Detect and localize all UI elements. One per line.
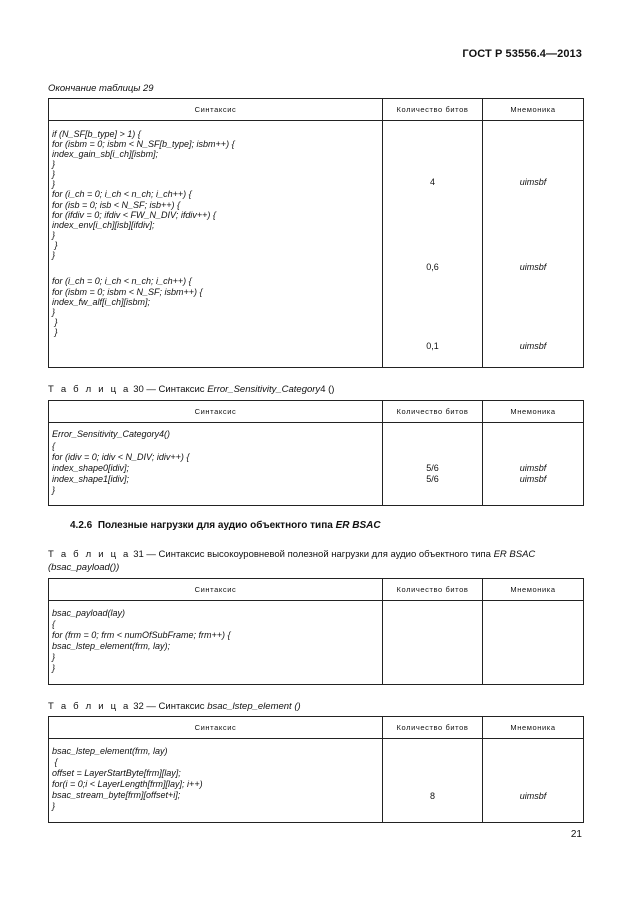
table29-caption: Окончание таблицы 29 (48, 83, 154, 94)
column-header-mnemonic: Мнемоника (483, 579, 584, 601)
column-header-mnemonic: Мнемоника (483, 99, 584, 121)
syntax-line: } (52, 240, 58, 250)
table31-mnemonic-cell (483, 601, 583, 684)
table30-syntax-cell (49, 423, 382, 505)
column-header-syntax: Синтаксис (49, 717, 383, 739)
table30 (48, 400, 584, 506)
syntax-line: index_gain_sb[i_ch][isbm]; (52, 149, 159, 159)
bits-value: 0,6 (426, 262, 439, 272)
syntax-line: for (frm = 0; frm < numOfSubFrame; frm++) { (52, 630, 231, 640)
syntax-line: for (i_ch = 0; i_ch < n_ch; i_ch++) { (52, 189, 192, 199)
bits-value: 8 (429, 791, 435, 801)
mnemonic-value: uimsbf (519, 791, 547, 801)
syntax-line: } (52, 230, 56, 240)
syntax-line: } (52, 250, 56, 260)
column-header-mnemonic: Мнемоника (483, 401, 584, 423)
column-header-bits: Количество битов (383, 401, 483, 423)
syntax-line: for (ifdiv = 0; ifdiv < FW_N_DIV; ifdiv++) { (52, 210, 216, 220)
syntax-line: index_fw_alf[i_ch][isbm]; (52, 297, 151, 307)
syntax-line: for (isbm = 0; isbm < N_SF; isbm++) { (52, 287, 203, 297)
syntax-line: bsac_stream_byte[frm][offset+i]; (52, 790, 181, 800)
syntax-line: } (52, 327, 58, 337)
syntax-line: bsac_payload(lay) (52, 608, 126, 618)
table32-caption: Т а б л и ц а 32 — Синтаксис bsac_lstep_element () (48, 701, 301, 712)
syntax-line: for (i_ch = 0; i_ch < n_ch; i_ch++) { (52, 276, 192, 286)
syntax-line: for (idiv = 0; idiv < N_DIV; idiv++) { (52, 452, 190, 462)
syntax-line: for(i = 0;i < LayerLength[frm][lay]; i++) (52, 779, 203, 789)
mnemonic-value: uimsbf (519, 463, 547, 473)
table30-bits-cell (383, 423, 482, 505)
table31-bits-cell (383, 601, 482, 684)
syntax-line: index_shape0[idiv]; (52, 463, 130, 473)
syntax-line: } (52, 663, 56, 673)
column-header-mnemonic: Мнемоника (483, 717, 584, 739)
syntax-line: for (isbm = 0; isbm < N_SF[b_type]; isbm++) { (52, 139, 235, 149)
mnemonic-value: uimsbf (519, 341, 547, 351)
table30-caption: Т а б л и ц а 30 — Синтаксис Error_Sensitivity_Category4 () (48, 384, 335, 395)
syntax-line: if (N_SF[b_type] > 1) { (52, 129, 141, 139)
syntax-line: Error_Sensitivity_Category4() (52, 429, 171, 439)
syntax-line: { (52, 619, 56, 629)
syntax-line: } (52, 179, 56, 189)
syntax-line: { (52, 441, 56, 451)
table32-syntax-cell (49, 739, 382, 822)
syntax-line: bsac_lstep_element(frm, lay); (52, 641, 171, 651)
table29 (48, 98, 584, 368)
bits-value: 5/6 (426, 463, 439, 473)
table29-mnemonic-cell (483, 121, 583, 367)
syntax-line: bsac_lstep_element(frm, lay) (52, 746, 168, 756)
table31-caption: Т а б л и ц а 31 — Синтаксис высокоуровневой полезной нагрузки для аудио объектного типа ER BSAC (bsac_payload()) (48, 549, 536, 573)
syntax-line: } (52, 159, 56, 169)
table32 (48, 716, 584, 823)
column-header-syntax: Синтаксис (49, 99, 383, 121)
syntax-line: for (isb = 0; isb < N_SF; isb++) { (52, 200, 181, 210)
column-header-bits: Количество битов (383, 579, 483, 601)
page-number: 21 (570, 829, 582, 840)
table32-bits-cell (383, 739, 482, 822)
column-header-syntax: Синтаксис (49, 579, 383, 601)
table32-mnemonic-cell (483, 739, 583, 822)
bits-value: 4 (429, 177, 435, 187)
syntax-line: offset = LayerStartByte[frm][lay]; (52, 768, 181, 778)
syntax-line: index_shape1[idiv]; (52, 474, 130, 484)
section-heading: 4.2.6 Полезные нагрузки для аудио объектного типа ER BSAC (70, 520, 381, 531)
table29-bits-cell (383, 121, 482, 367)
syntax-line: } (52, 485, 56, 495)
mnemonic-value: uimsbf (519, 177, 547, 187)
table30-mnemonic-cell (483, 423, 583, 505)
mnemonic-value: uimsbf (519, 262, 547, 272)
bits-value: 0,1 (426, 341, 439, 351)
table31-syntax-cell (49, 601, 382, 684)
syntax-line: } (52, 317, 58, 327)
syntax-line: } (52, 169, 56, 179)
syntax-line: } (52, 652, 56, 662)
column-header-syntax: Синтаксис (49, 401, 383, 423)
syntax-line: index_env[i_ch][isb][ifdiv]; (52, 220, 155, 230)
syntax-line: } (52, 801, 56, 811)
syntax-line: { (52, 757, 58, 767)
standard-header: ГОСТ Р 53556.4—2013 (462, 48, 582, 60)
column-header-bits: Количество битов (383, 717, 483, 739)
syntax-line: } (52, 307, 56, 317)
mnemonic-value: uimsbf (519, 474, 547, 484)
table31 (48, 578, 584, 685)
column-header-bits: Количество битов (383, 99, 483, 121)
table29-syntax-cell (49, 121, 382, 367)
bits-value: 5/6 (426, 474, 439, 484)
